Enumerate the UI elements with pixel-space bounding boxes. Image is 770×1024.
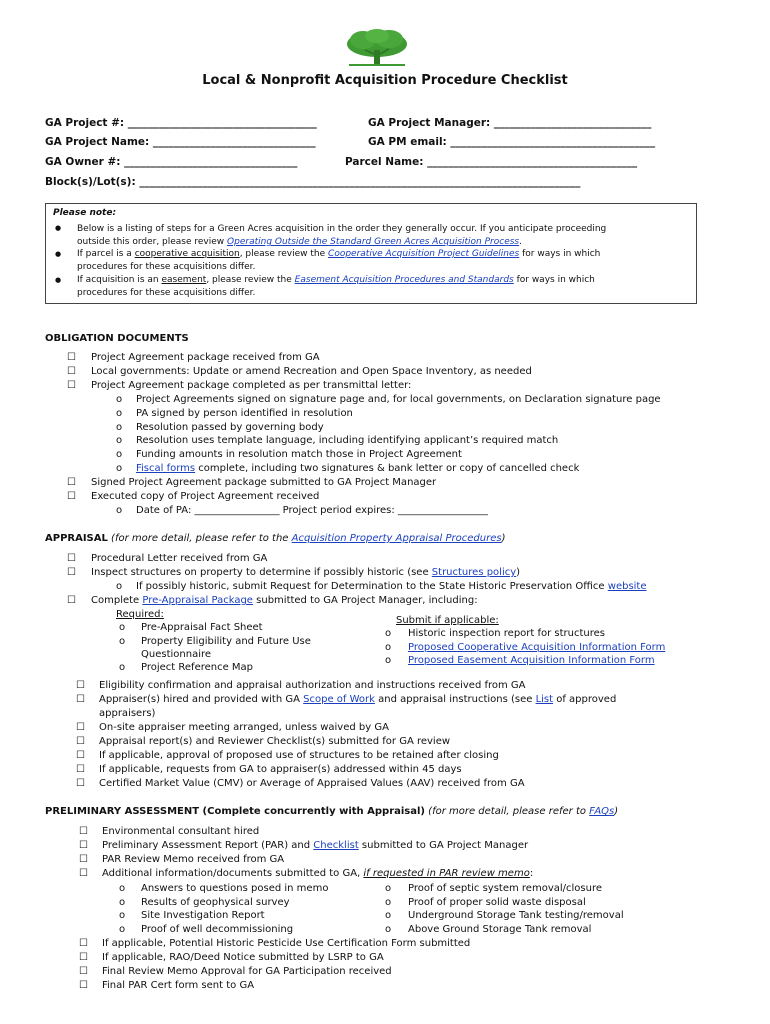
obligation-item: Local governments: Update or amend Recreation and Open Space Inventory, as needed — [91, 366, 532, 377]
checkbox[interactable]: ☐ — [76, 778, 85, 789]
checkbox[interactable]: ☐ — [67, 491, 76, 502]
bullet-icon: ● — [55, 224, 62, 232]
circle-bullet: o — [116, 505, 123, 516]
circle-bullet: o — [116, 581, 123, 592]
project-name-field[interactable]: GA Project Name: _______________________________ — [45, 136, 316, 148]
appraisal-item: If applicable, requests from GA to appraiser(s) addressed within 45 days — [99, 764, 462, 775]
pre-appraisal-package-link[interactable]: Pre-Appraisal Package — [142, 595, 253, 606]
fiscal-forms-link[interactable]: Fiscal forms — [136, 463, 196, 474]
circle-bullet: o — [385, 655, 392, 666]
checkbox[interactable]: ☐ — [79, 826, 88, 837]
prelim-item: Environmental consultant hired — [102, 826, 260, 837]
checkbox[interactable]: ☐ — [79, 868, 88, 879]
circle-bullet: o — [116, 463, 123, 474]
appraisal-item: If applicable, approval of proposed use of structures to be retained after closing — [99, 750, 499, 761]
note-bullet-1-line-1: Below is a listing of steps for a Green Acres acquisition in the order they generally occur. If you anticipate proceeding — [77, 224, 607, 234]
prelim-subitem: Above Ground Storage Tank removal — [408, 924, 592, 935]
circle-bullet: o — [116, 422, 123, 433]
checkbox[interactable]: ☐ — [76, 722, 85, 733]
easement-form-link[interactable]: Proposed Easement Acquisition Information Form — [408, 655, 655, 666]
page-title: Local & Nonprofit Acquisition Procedure Checklist — [202, 73, 568, 88]
note-bullet-3-line-1: If acquisition is an easement, please review the Easement Acquisition Procedures and Standards for ways in which — [77, 275, 595, 285]
circle-bullet: o — [119, 910, 126, 921]
circle-bullet: o — [116, 449, 123, 460]
shpo-website-link[interactable]: website — [607, 581, 647, 592]
obligation-item: Signed Project Agreement package submitted to GA Project Manager — [91, 477, 437, 488]
circle-bullet: o — [116, 394, 123, 405]
required-item: Property Eligibility and Future Use — [141, 636, 311, 647]
structures-policy-link[interactable]: Structures policy — [431, 567, 517, 578]
project-number-field[interactable]: GA Project #: ____________________________________ — [45, 117, 317, 129]
checkbox[interactable]: ☐ — [67, 380, 76, 391]
bullet-icon: ● — [55, 250, 62, 258]
required-item: Questionnaire — [141, 649, 212, 660]
obligation-subitem: PA signed by person identified in resolution — [136, 408, 353, 419]
parcel-name-field[interactable]: Parcel Name: ________________________________________ — [345, 156, 638, 168]
prelim-item: Final PAR Cert form sent to GA — [102, 980, 255, 991]
easement-procedures-link[interactable]: Easement Acquisition Procedures and Standards — [294, 275, 514, 285]
prelim-subitem: Underground Storage Tank testing/removal — [408, 910, 624, 921]
checkbox[interactable]: ☐ — [79, 966, 88, 977]
prelim-subitem: Results of geophysical survey — [141, 897, 290, 908]
circle-bullet: o — [119, 897, 126, 908]
obligation-subitem: Resolution passed by governing body — [136, 422, 324, 433]
par-checklist-link[interactable]: Checklist — [313, 840, 359, 851]
obligation-heading: OBLIGATION DOCUMENTS — [45, 333, 189, 344]
checkbox[interactable]: ☐ — [67, 352, 76, 363]
prelim-subitem: Answers to questions posed in memo — [141, 883, 329, 894]
appraiser-list-link[interactable]: List — [535, 694, 554, 705]
note-bullet-1-line-2: outside this order, please review Operating Outside the Standard Green Acres Acquisition Process. — [77, 237, 522, 247]
note-bullet-3-line-2: procedures for these acquisitions differ. — [77, 288, 256, 298]
obligation-subitem: Funding amounts in resolution match those in Project Agreement — [136, 449, 462, 460]
appraisal-item: Procedural Letter received from GA — [91, 553, 268, 564]
pm-email-field[interactable]: GA PM email: _______________________________________ — [368, 136, 656, 148]
prelim-subitem: Proof of septic system removal/closure — [408, 883, 602, 894]
checkbox[interactable]: ☐ — [76, 750, 85, 761]
checkbox[interactable]: ☐ — [79, 938, 88, 949]
prelim-item: PAR Review Memo received from GA — [102, 854, 285, 865]
checkbox[interactable]: ☐ — [79, 980, 88, 991]
checkbox[interactable]: ☐ — [76, 736, 85, 747]
preliminary-heading: PRELIMINARY ASSESSMENT (Complete concurrently with Appraisal) (for more detail, please refer to FAQs) — [45, 806, 619, 817]
appraisal-item: Appraiser(s) hired and provided with GA Scope of Work and appraisal instructions (see List of approved — [99, 694, 617, 705]
tree-logo-icon — [343, 28, 411, 70]
checkbox[interactable]: ☐ — [67, 567, 76, 578]
appraisal-item: Inspect structures on property to determine if possibly historic (see Structures policy) — [91, 567, 521, 578]
prelim-item: If applicable, RAO/Deed Notice submitted by LSRP to GA — [102, 952, 384, 963]
checkbox[interactable]: ☐ — [76, 680, 85, 691]
faqs-link[interactable]: FAQs — [589, 806, 615, 817]
checkbox[interactable]: ☐ — [67, 366, 76, 377]
obligation-subitem: Resolution uses template language, including identifying applicant’s required match — [136, 435, 559, 446]
appraisal-item: Complete Pre-Appraisal Package submitted to GA Project Manager, including: — [91, 595, 478, 606]
checkbox[interactable]: ☐ — [67, 595, 76, 606]
appraisal-subitem: If possibly historic, submit Request for Determination to the State Historic Preservation Office website — [136, 581, 647, 592]
prelim-item: If applicable, Potential Historic Pesticide Use Certification Form submitted — [102, 938, 471, 949]
circle-bullet: o — [116, 408, 123, 419]
block-lot-field[interactable]: Block(s)/Lot(s): ____________________________________________________________________________________ — [45, 176, 581, 188]
checkbox[interactable]: ☐ — [76, 694, 85, 705]
checkbox[interactable]: ☐ — [79, 840, 88, 851]
checkbox[interactable]: ☐ — [79, 854, 88, 865]
prelim-item: Additional information/documents submitted to GA, if requested in PAR review memo: — [102, 868, 534, 879]
appraisal-item: Certified Market Value (CMV) or Average of Appraised Values (AAV) received from GA — [99, 778, 525, 789]
circle-bullet: o — [385, 628, 392, 639]
circle-bullet: o — [385, 910, 392, 921]
prelim-subitem: Proof of well decommissioning — [141, 924, 294, 935]
operating-outside-link[interactable]: Operating Outside the Standard Green Acres Acquisition Process — [227, 237, 520, 247]
prelim-subitem: Site Investigation Report — [141, 910, 265, 921]
scope-of-work-link[interactable]: Scope of Work — [303, 694, 375, 705]
submit-if-applicable-label: Submit if applicable: — [396, 615, 499, 626]
obligation-item: Project Agreement package completed as per transmittal letter: — [91, 380, 412, 391]
applicable-item: Historic inspection report for structures — [408, 628, 606, 639]
required-item: Project Reference Map — [141, 662, 254, 673]
circle-bullet: o — [385, 883, 392, 894]
note-bullet-2-line-1: If parcel is a cooperative acquisition, please review the Cooperative Acquisition Project Guidelines for ways in which — [77, 249, 601, 259]
checkbox[interactable]: ☐ — [67, 553, 76, 564]
required-label: Required: — [116, 609, 164, 620]
prelim-item: Preliminary Assessment Report (PAR) and Checklist submitted to GA Project Manager — [102, 840, 529, 851]
prelim-subitem: Proof of proper solid waste disposal — [408, 897, 586, 908]
note-heading: Please note: — [53, 208, 117, 218]
checkbox[interactable]: ☐ — [79, 952, 88, 963]
obligation-item: Executed copy of Project Agreement received — [91, 491, 320, 502]
circle-bullet: o — [385, 642, 392, 653]
required-item: Pre-Appraisal Fact Sheet — [141, 622, 263, 633]
cooperative-form-link[interactable]: Proposed Cooperative Acquisition Information Form — [408, 642, 666, 653]
appraisal-item-cont: appraisers) — [99, 708, 156, 719]
obligation-item: Project Agreement package received from GA — [91, 352, 320, 363]
circle-bullet: o — [119, 924, 126, 935]
pa-dates-field[interactable]: Date of PA: _________________ Project period expires: __________________ — [136, 505, 488, 516]
circle-bullet: o — [385, 924, 392, 935]
circle-bullet: o — [116, 435, 123, 446]
circle-bullet: o — [119, 662, 126, 673]
appraisal-item: Eligibility confirmation and appraisal authorization and instructions received from GA — [99, 680, 526, 691]
prelim-item: Final Review Memo Approval for GA Participation received — [102, 966, 392, 977]
checkbox[interactable]: ☐ — [67, 477, 76, 488]
obligation-subitem: Fiscal forms complete, including two signatures & bank letter or copy of cancelled check — [136, 463, 580, 474]
obligation-subitem: Project Agreements signed on signature page and, for local governments, on Declaration signature page — [136, 394, 661, 405]
appraisal-heading: APPRAISAL (for more detail, please refer to the Acquisition Property Appraisal Procedures) — [45, 533, 506, 544]
circle-bullet: o — [119, 622, 126, 633]
cooperative-guidelines-link[interactable]: Cooperative Acquisition Project Guidelines — [328, 249, 520, 259]
circle-bullet: o — [385, 897, 392, 908]
circle-bullet: o — [119, 883, 126, 894]
project-manager-field[interactable]: GA Project Manager: ______________________________ — [368, 117, 652, 129]
bullet-icon: ● — [55, 276, 62, 284]
appraisal-item: On-site appraiser meeting arranged, unless waived by GA — [99, 722, 389, 733]
checkbox[interactable]: ☐ — [76, 764, 85, 775]
appraisal-item: Appraisal report(s) and Reviewer Checklist(s) submitted for GA review — [99, 736, 451, 747]
owner-number-field[interactable]: GA Owner #: _________________________________ — [45, 156, 298, 168]
circle-bullet: o — [119, 636, 126, 647]
appraisal-procedures-link[interactable]: Acquisition Property Appraisal Procedures — [291, 533, 502, 544]
note-bullet-2-line-2: procedures for these acquisitions differ. — [77, 262, 256, 272]
